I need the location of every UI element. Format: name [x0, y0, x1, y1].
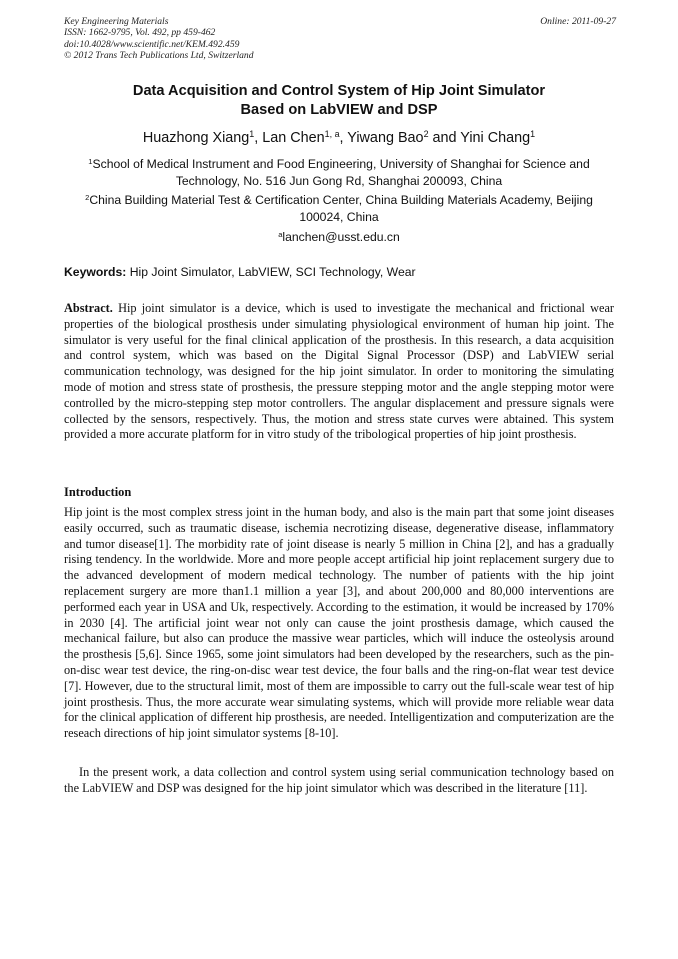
author-affiliation-mark: 2 — [423, 129, 429, 140]
author-affiliation-mark: 1 — [249, 129, 255, 140]
author-separator: , — [339, 130, 348, 146]
keywords — [64, 264, 616, 280]
abstract — [64, 301, 614, 443]
online-date: Online: 2011-09-27 — [540, 16, 616, 27]
affiliation-mark: 1 — [88, 156, 93, 166]
affiliation-2 — [64, 192, 614, 226]
journal-copyright: © 2012 Trans Tech Publications Ltd, Switzerland — [64, 50, 254, 62]
keywords-text: Hip Joint Simulator, LabVIEW, SCI Technology, Wear — [129, 265, 416, 279]
email-address[interactable]: lanchen@usst.edu.cn — [282, 230, 400, 244]
corresponding-email — [64, 229, 614, 245]
author-name: Huazhong Xiang — [142, 130, 250, 146]
author-list — [64, 129, 614, 147]
abstract-label: Abstract. — [64, 301, 113, 315]
author-separator: , — [254, 130, 263, 146]
introduction-paragraph-2: In the present work, a data collection and control system using serial communication technology based on the LabVIEW and DSP was designed for the hip joint simulator which was described in the literature [11]. — [64, 765, 614, 795]
author-affiliation-mark: 1 — [530, 129, 536, 140]
paper-title — [64, 82, 614, 120]
paper-title-line-1: Data Acquisition and Control System of Hip Joint Simulator — [132, 83, 546, 99]
journal-doi[interactable]: doi:10.4028/www.scientific.net/KEM.492.459 — [64, 38, 240, 50]
journal-name: Key Engineering Materials — [64, 16, 169, 27]
journal-issn: ISSN: 1662-9795, Vol. 492, pp 459-462 — [64, 27, 216, 39]
author-separator: and — [428, 130, 461, 146]
paper-title-line-2: Based on LabVIEW and DSP — [240, 102, 438, 118]
affiliation-text: China Building Material Test & Certification Center, China Building Materials Academy, Beijing 100024, China — [89, 193, 593, 225]
author-name: Yini Chang — [460, 130, 531, 146]
journal-header — [64, 16, 254, 62]
affiliation-mark: 2 — [85, 192, 90, 202]
section-heading-introduction: Introduction — [64, 485, 132, 499]
abstract-text: Hip joint simulator is a device, which is used to investigate the mechanical and frictional wear properties of the biological prosthesis under simulating physiological environment of human hip joint. The simulator is very useful for the final clinical application of the prosthesis. In this research, a data acquisition and control system, which was based on the Digital Signal Processor (DSP) and LabVIEW serial communication technology, was designed for the hip joint simulator. In order to monitoring the simulating mode of motion and stress state of prosthesis, the pressure stepping motor and the angle stepping motor were controlled by the micro-stepping step motor controllers. The angular displacement and pressure signals were collected by the sensors, respectively. Thus, the motion and stress state curves were abtained. This system provided a more accurate platform for in vitro study of the tribological properties of hip joint prosthesis. — [64, 301, 615, 442]
affiliation-text: School of Medical Instrument and Food Engineering, University of Shanghai for Science and Technology, No. 516 Jun Gong Rd, Shanghai 200093, China — [92, 157, 590, 189]
affiliation-1 — [64, 156, 614, 190]
email-mark: a — [278, 229, 283, 239]
author-affiliation-mark: 1, a — [324, 129, 340, 140]
keywords-label: Keywords: — [64, 265, 127, 279]
introduction-paragraph-1: Hip joint is the most complex stress joint in the human body, and also is the main part that some joint diseases easily occurred, such as traumatic disease, ischemia necrotizing disease, degenerative disease, inflammatory and tumor disease[1]. The morbidity rate of joint disease is nearly 5 million in China [2], and has a gradually rising tendency. In the worldwide. More and more people accept artificial hip joint replacement surgery due to the advanced development of modern medical technology. The number of patients with the hip joint replacement surgery are more than1.1 million a year [3], and about 200,000 and 80,000 interventions are performed each year in USA and Uk, respectively. According to the estimation, it would be increased by 170% in 2030 [4]. The artificial joint wear not only can cause the joint prosthesis damage, which caused the mechanical failure, but also can produce the massive wear particles, which will induce the osteolysis around the prosthesis [5,6]. Since 1965, some joint simulators had been developed by the researchers, such as the pin-on-disc wear test device, the ring-on-disc wear test device, the four balls and the ring-on-flat wear test device [7]. However, due to the structural limit, most of them are impossible to carry out the full-scale wear test of hip joint prosthesis. Thus, the more accurate wear simulating systems, which will provide more reliable wear data for the clinical application of different hip prosthesis, are needed. Intelligentization and computerization are the reseach directions of hip joint simulator systems [8-10]. — [64, 505, 614, 741]
author-name: Lan Chen — [262, 130, 325, 146]
author-name: Yiwang Bao — [347, 130, 424, 146]
